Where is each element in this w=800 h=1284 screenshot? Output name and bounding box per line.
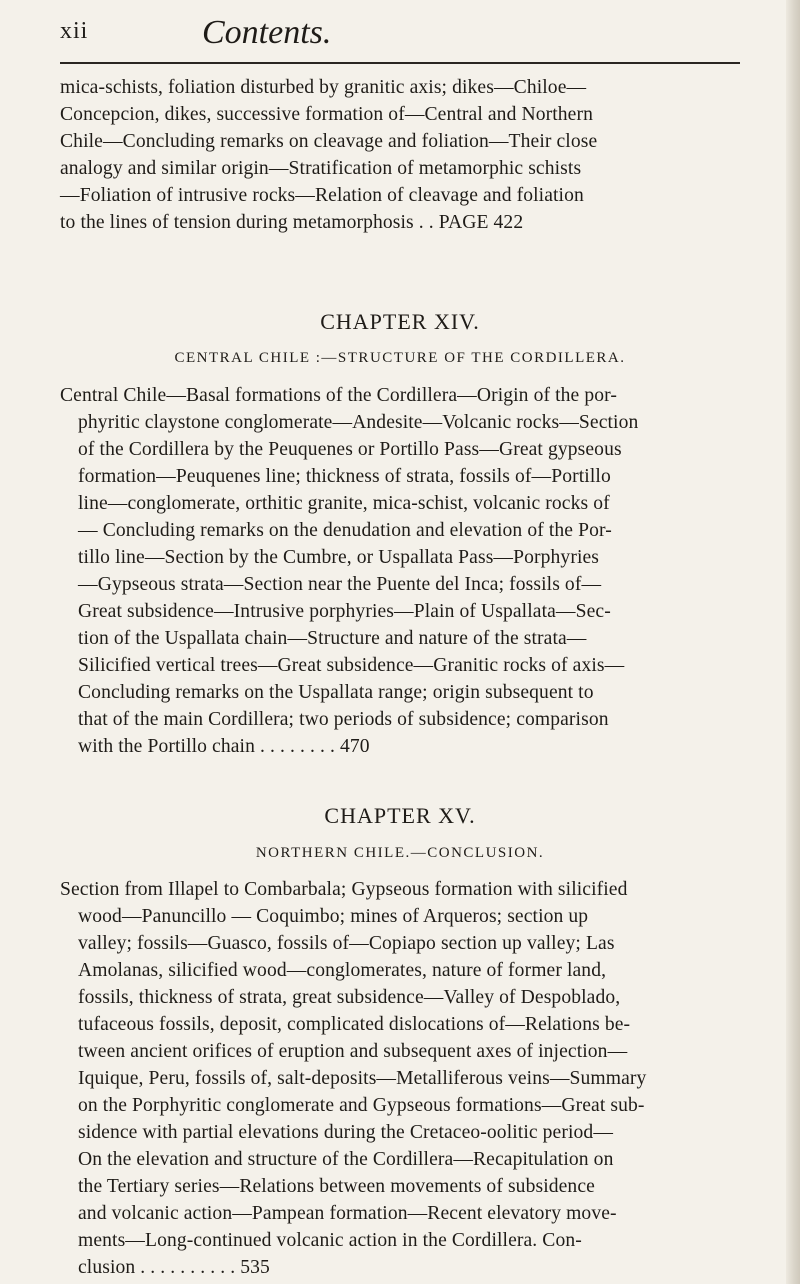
text-line: Concepcion, dikes, successive formation of—Central and Northern — [60, 104, 594, 125]
text-line: the Tertiary series—Relations between movements of subsidence — [78, 1176, 595, 1197]
text-line: valley; fossils—Guasco, fossils of—Copiapo section up valley; Las — [78, 933, 615, 954]
text-line: — Concluding remarks on the denudation and elevation of the Por- — [78, 520, 612, 541]
text-line: On the elevation and structure of the Cordillera—Recapitulation on — [78, 1149, 614, 1170]
chapter-heading: CHAPTER XV. — [324, 803, 476, 828]
text-line: tween ancient orifices of eruption and subsequent axes of injection— — [78, 1041, 628, 1062]
text-line: Great subsidence—Intrusive porphyries—Plain of Uspallata—Sec- — [78, 601, 611, 622]
text-line: analogy and similar origin—Stratification of metamorphic schists — [60, 158, 582, 179]
text-line: of the Cordillera by the Peuquenes or Portillo Pass—Great gypseous — [78, 439, 622, 460]
text-line: ments—Long-continued volcanic action in the Cordillera. Con- — [78, 1230, 582, 1251]
text-line: fossils, thickness of strata, great subsidence—Valley of Despoblado, — [78, 987, 621, 1008]
text-line: tillo line—Section by the Cumbre, or Uspallata Pass—Porphyries — [78, 547, 600, 568]
text-line: tufaceous fossils, deposit, complicated dislocations of—Relations be- — [78, 1014, 631, 1035]
text-line: Concluding remarks on the Uspallata range; origin subsequent to — [78, 682, 594, 703]
text-line: wood—Panuncillo — Coquimbo; mines of Arqueros; section up — [78, 906, 589, 927]
text-line: Silicified vertical trees—Great subsidence—Granitic rocks of axis— — [78, 655, 625, 676]
text-line: to the lines of tension during metamorphosis . . PAGE 422 — [60, 212, 524, 233]
intro-paragraph — [60, 74, 732, 236]
text-line: line—conglomerate, orthitic granite, mica-schist, volcanic rocks of — [78, 493, 610, 514]
text-line: Section from Illapel to Combarbala; Gypseous formation with silicified — [60, 879, 628, 900]
text-line: that of the main Cordillera; two periods of subsidence; comparison — [78, 709, 609, 730]
text-line: sidence with partial elevations during the Cretaceo-oolitic period— — [78, 1122, 614, 1143]
header-rule — [60, 62, 740, 64]
text-line: —Gypseous strata—Section near the Puente del Inca; fossils of— — [78, 574, 602, 595]
text-line: on the Porphyritic conglomerate and Gypseous formations—Great sub- — [78, 1095, 645, 1116]
text-line: Chile—Concluding remarks on cleavage and foliation—Their close — [60, 131, 598, 152]
chapter-subtitle: NORTHERN CHILE.—CONCLUSION. — [255, 845, 545, 861]
text-line: with the Portillo chain . . . . . . . . 470 — [78, 736, 370, 757]
text-line: formation—Peuquenes line; thickness of strata, fossils of—Portillo — [78, 466, 611, 487]
running-title: Contents. — [202, 14, 332, 51]
chapter-summary — [60, 382, 732, 760]
text-line: Central Chile—Basal formations of the Cordillera—Origin of the por- — [60, 385, 617, 406]
chapter-subtitle: CENTRAL CHILE :—STRUCTURE OF THE CORDILLERA. — [174, 350, 626, 366]
text-line: tion of the Uspallata chain—Structure and nature of the strata— — [78, 628, 587, 649]
text-line: clusion . . . . . . . . . . 535 — [78, 1257, 270, 1278]
text-line: mica-schists, foliation disturbed by granitic axis; dikes—Chiloe— — [60, 77, 587, 98]
text-line: phyritic claystone conglomerate—Andesite—Volcanic rocks—Section — [78, 412, 639, 433]
text-line: and volcanic action—Pampean formation—Recent elevatory move- — [78, 1203, 617, 1224]
page-edge-shadow — [786, 0, 800, 1284]
text-line: —Foliation of intrusive rocks—Relation of cleavage and foliation — [60, 185, 584, 206]
chapter-summary — [60, 876, 732, 1281]
text-line: Iquique, Peru, fossils of, salt-deposits—Metalliferous veins—Summary — [78, 1068, 647, 1089]
page-header — [60, 14, 740, 64]
text-line: Amolanas, silicified wood—conglomerates, nature of former land, — [78, 960, 607, 981]
folio-number: xii — [60, 18, 89, 44]
chapter-heading: CHAPTER XIV. — [320, 309, 480, 334]
